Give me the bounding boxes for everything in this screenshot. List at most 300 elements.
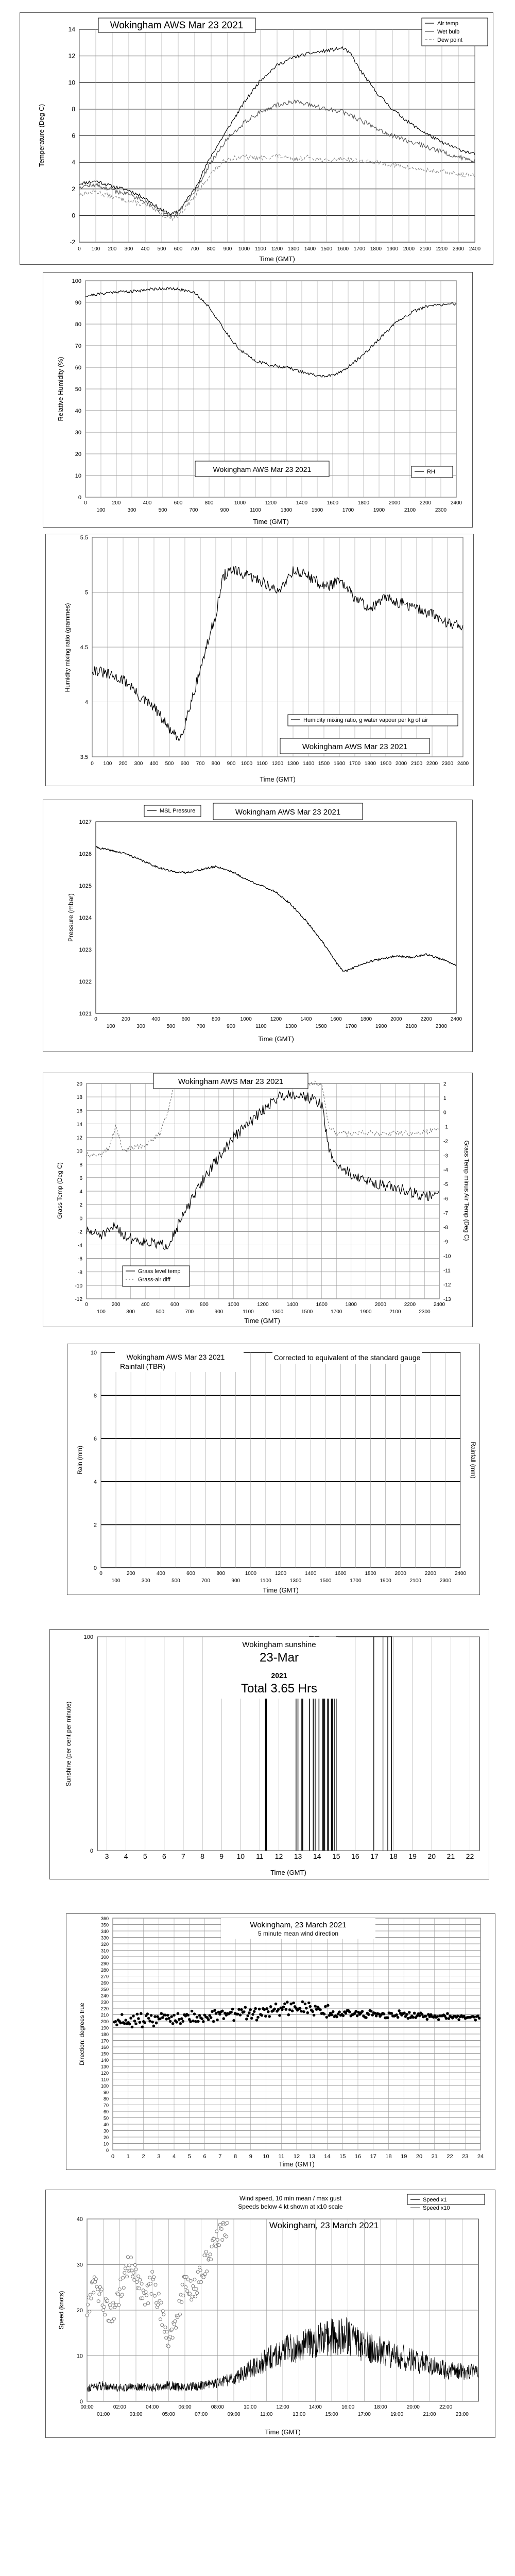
wind-direction-point: [283, 2003, 286, 2006]
x-tick-label: 200: [126, 1571, 135, 1577]
x-tick-label: 15:00: [325, 2412, 338, 2417]
y-tick-label: 260: [100, 1980, 109, 1986]
y-tick-labels: [79, 819, 92, 1017]
x-tick-label: 900: [231, 1578, 241, 1584]
wind-speed-x10-point: [102, 2306, 106, 2309]
x-tick-label: 1500: [301, 1309, 313, 1315]
x-tick-label: 1600: [327, 500, 339, 506]
x-tick-label: 07:00: [195, 2412, 208, 2417]
x-axis-label: Time (GMT): [244, 1317, 280, 1325]
wind-direction-point: [114, 2020, 117, 2023]
x-tick-label: 600: [174, 500, 183, 506]
wind-speed-x10-point: [122, 2286, 125, 2290]
x-tick-label: 08:00: [211, 2404, 224, 2410]
x-tick-label: 6: [162, 1852, 166, 1860]
right-y-axis-label: Grass Temp minus Air Temp (Deg C): [463, 1140, 470, 1241]
x-tick-label: 100: [96, 507, 106, 513]
wind-direction-point: [299, 2007, 302, 2010]
x-tick-label: 10: [263, 2154, 269, 2160]
chart-year: 2021: [271, 1671, 287, 1680]
wind-direction-point: [201, 2018, 204, 2021]
y-tick-label: 150: [100, 2051, 109, 2057]
x-tick-label: 1600: [316, 1302, 328, 1308]
y-axis-label: Grass Temp (Deg C): [56, 1162, 63, 1219]
wind-speed-x10-point: [165, 2330, 168, 2333]
x-tick-label: 500: [157, 246, 166, 252]
chart-subtitle: Wind speed, 10 min mean / max gust: [239, 2195, 342, 2202]
x-tick-label: 1700: [349, 761, 361, 767]
wind-direction-point: [182, 2020, 185, 2023]
wind-direction-point: [332, 2010, 335, 2013]
x-tick-label: 21: [447, 1852, 455, 1860]
x-tick-label: 200: [118, 761, 128, 767]
wind-direction-point: [325, 2016, 329, 2019]
wind-direction-point: [137, 2017, 140, 2020]
wind-direction-point: [240, 2008, 243, 2011]
wind-speed-x10-point: [204, 2250, 208, 2253]
x-axis-label: Time (GMT): [253, 518, 289, 526]
x-tick-label: 700: [190, 246, 199, 252]
y-tick-label: 30: [103, 2128, 109, 2134]
x-tick-label: 5: [143, 1852, 147, 1860]
wind-speed-chart: [46, 2190, 495, 2437]
x-tick-label: 1300: [287, 246, 300, 252]
wind-direction-point: [314, 2005, 317, 2008]
wind-direction-point: [155, 2022, 158, 2025]
wind-direction-point: [478, 2017, 481, 2020]
wind-speed-x10-point: [215, 2230, 218, 2233]
x-tick-label: 400: [149, 761, 159, 767]
wind-direction-point: [141, 2026, 144, 2029]
x-tick-label: 2300: [441, 761, 454, 767]
wind-speed-x10-point: [213, 2238, 216, 2241]
wind-direction-point: [148, 2020, 151, 2023]
x-tick-label: 2300: [435, 507, 447, 513]
x-tick-label: 0: [99, 1571, 102, 1577]
x-tick-label: 09:00: [227, 2412, 241, 2417]
x-tick-label: 11:00: [260, 2412, 273, 2417]
y-tick-label: 110: [101, 2077, 109, 2082]
x-tick-label: 400: [151, 1016, 161, 1022]
x-tick-label: 2400: [454, 1571, 467, 1577]
grass-temp-chart-panel: [43, 1073, 473, 1327]
chart-legend: [407, 2194, 485, 2211]
x-tick-label: 2200: [420, 1016, 432, 1022]
right-y-tick-label: 0: [443, 1110, 447, 1116]
y-axis-label: Relative Humidity (%): [57, 357, 64, 421]
right-y-tick-label: -12: [443, 1282, 451, 1289]
y-tick-label: 70: [103, 2103, 109, 2108]
x-axis-label: Time (GMT): [279, 2160, 315, 2168]
x-tick-label: 1500: [320, 246, 333, 252]
wind-direction-point: [169, 2020, 172, 2023]
wind-speed-x10-point: [195, 2287, 198, 2291]
right-y-tick-label: 1: [443, 1095, 447, 1101]
wind-direction-point: [274, 2003, 278, 2006]
y-tick-label: -10: [75, 1283, 82, 1289]
wind-speed-x10-point: [87, 2303, 90, 2306]
y-tick-label: 1025: [79, 883, 92, 889]
wind-speed-x10-point: [147, 2302, 150, 2305]
wind-speed-x10-point: [192, 2284, 195, 2287]
x-tick-label: 600: [180, 761, 190, 767]
wind-speed-x10-point: [102, 2309, 105, 2312]
x-tick-label: 6: [203, 2154, 207, 2160]
wind-direction-point: [170, 2015, 173, 2019]
x-tick-label: 1200: [265, 500, 277, 506]
right-y-tick-label: -3: [443, 1153, 448, 1159]
wind-speed-x10-point: [134, 2268, 138, 2271]
wind-direction-point: [189, 2020, 192, 2023]
x-tick-label: 14:00: [308, 2404, 322, 2410]
wind-direction-point: [186, 2014, 190, 2017]
wind-direction-point: [356, 2014, 359, 2018]
wind-direction-point: [277, 2008, 280, 2011]
y-tick-label: 2: [93, 1522, 97, 1529]
wind-speed-x10-point: [92, 2291, 95, 2294]
x-tick-label: 12: [274, 1852, 283, 1860]
chart-title: Wokingham, 23 March 2021: [269, 2221, 379, 2230]
y-tick-label: 20: [75, 451, 81, 457]
wind-direction-point: [418, 2014, 421, 2018]
wind-speed-x10-point: [124, 2267, 127, 2270]
wind-speed-x10-point: [182, 2294, 185, 2297]
wind-speed-x10-point: [205, 2270, 209, 2273]
wind-direction-point: [282, 2006, 285, 2009]
y-tick-label: 0: [79, 1216, 82, 1222]
x-tick-label: 17:00: [357, 2412, 371, 2417]
wind-direction-point: [313, 2014, 316, 2017]
y-tick-label: 60: [103, 2109, 109, 2114]
wind-direction-point: [457, 2018, 460, 2021]
wind-direction-point: [136, 2013, 139, 2016]
x-tick-labels: [94, 1016, 462, 1029]
y-tick-label: 290: [100, 1961, 109, 1967]
grass-temp-chart: [43, 1073, 472, 1327]
temperature-chart-panel: [20, 12, 493, 265]
x-tick-label: 06:00: [178, 2404, 192, 2410]
wind-direction-point: [456, 2014, 459, 2018]
x-tick-label: 500: [165, 761, 174, 767]
x-tick-label: 900: [214, 1309, 224, 1315]
y-tick-label: 200: [100, 2019, 109, 2024]
wind-direction-point: [196, 2016, 199, 2019]
y-axis-label: Direction: degrees true: [78, 2003, 85, 2065]
y-tick-label: 1022: [79, 979, 92, 985]
x-tick-label: 15: [332, 1852, 340, 1860]
sunshine-chart: [50, 1630, 489, 1879]
y-tick-label: 8: [93, 1393, 97, 1399]
wind-speed-x10-point: [193, 2278, 196, 2281]
x-tick-label: 23:00: [455, 2412, 469, 2417]
x-tick-label: 17: [370, 2154, 376, 2160]
wind-direction-point: [177, 2012, 180, 2015]
x-tick-label: 2000: [374, 1302, 386, 1308]
y-tick-labels: [72, 278, 81, 501]
wind-speed-x10-point: [202, 2276, 205, 2279]
x-tick-label: 1200: [271, 246, 283, 252]
x-tick-label: 9: [219, 1852, 224, 1860]
wind-speed-x10-point: [94, 2278, 97, 2281]
wind-direction-point: [211, 2010, 214, 2013]
x-tick-label: 18: [389, 1852, 398, 1860]
legend-label: MSL Pressure: [160, 808, 196, 814]
x-tick-label: 2100: [410, 761, 423, 767]
y-tick-label: 360: [100, 1916, 109, 1921]
x-tick-label: 700: [185, 1309, 194, 1315]
x-tick-label: 2200: [419, 500, 432, 506]
x-axis-label: Time (GMT): [270, 1869, 306, 1876]
y-tick-labels: [84, 1634, 93, 1854]
rainfall-chart-panel: [67, 1344, 480, 1595]
x-tick-label: 0: [84, 500, 87, 506]
y-tick-label: 5.5: [80, 535, 88, 541]
wind-speed-x10-point: [184, 2285, 187, 2289]
x-tick-label: 1700: [350, 1578, 362, 1584]
wind-direction-point: [397, 2016, 400, 2019]
x-tick-label: 2100: [405, 1024, 417, 1029]
y-tick-label: 4: [84, 699, 88, 706]
y-tick-label: 6: [93, 1436, 97, 1443]
x-tick-label: 300: [127, 507, 136, 513]
x-tick-label: 1100: [255, 1024, 267, 1029]
x-tick-label: 1200: [270, 1016, 282, 1022]
x-tick-label: 18:00: [374, 2404, 387, 2410]
wind-direction-point: [236, 2013, 239, 2016]
wind-speed-x10-point: [121, 2293, 124, 2296]
wind-direction-point: [202, 2020, 205, 2023]
wind-direction-point: [212, 2020, 215, 2023]
wind-direction-point: [289, 2003, 293, 2006]
legend-label: Air temp: [437, 21, 458, 27]
x-tick-label: 19:00: [390, 2412, 404, 2417]
y-tick-label: 10: [90, 1350, 97, 1356]
wind-direction-point: [250, 2017, 253, 2020]
wind-direction-point: [256, 2016, 260, 2019]
x-tick-label: 12:00: [276, 2404, 289, 2410]
y-tick-label: 0: [78, 495, 81, 501]
y-tick-label: 130: [100, 2064, 109, 2070]
wind-direction-point: [246, 2014, 249, 2018]
wind-direction-point: [473, 2015, 476, 2019]
legend-label: Speed x10: [423, 2205, 450, 2211]
y-tick-label: 340: [100, 1929, 109, 1934]
wind-speed-x10-point: [154, 2283, 157, 2286]
y-tick-label: 12: [76, 1135, 82, 1141]
y-tick-label: 0: [106, 2148, 109, 2153]
x-tick-label: 400: [141, 1302, 150, 1308]
humidity-chart-panel: [43, 272, 473, 528]
x-tick-label: 11: [278, 2154, 284, 2160]
wind-direction-point: [311, 2010, 314, 2013]
humidity-chart: [43, 273, 472, 527]
x-tick-label: 17: [370, 1852, 379, 1860]
wind-speed-x10-point: [209, 2253, 212, 2256]
x-tick-label: 1100: [250, 507, 261, 513]
y-tick-labels: [77, 2216, 83, 2405]
x-tick-label: 1000: [238, 246, 250, 252]
x-tick-labels: [91, 761, 469, 767]
wind-direction-point: [292, 2002, 295, 2005]
x-tick-label: 500: [166, 1024, 176, 1029]
x-tick-label: 800: [207, 246, 216, 252]
chart-title: Wokingham AWS Mar 23 2021: [110, 20, 244, 31]
wind-speed-x10-point: [143, 2303, 146, 2306]
wind-direction-point: [264, 2015, 267, 2018]
x-tick-label: 2200: [436, 246, 448, 252]
wind-direction-point: [304, 2003, 307, 2006]
wind-direction-point: [129, 2016, 132, 2020]
right-y-tick-label: -5: [443, 1182, 448, 1188]
wind-direction-point: [474, 2019, 477, 2022]
wind-direction-point: [134, 2022, 138, 2025]
x-tick-label: 11: [256, 1852, 264, 1860]
x-tick-label: 1800: [360, 1016, 372, 1022]
y-axis-label: Humidity mixing ratio (grammes): [64, 603, 71, 692]
wind-direction-point: [143, 2021, 146, 2024]
right-y-axis-label: Rainfall (mm): [470, 1442, 477, 1479]
x-tick-label: 2400: [433, 1302, 445, 1308]
wind-speed-x10-point: [118, 2288, 121, 2291]
x-tick-label: 21:00: [423, 2412, 436, 2417]
x-tick-label: 800: [199, 1302, 209, 1308]
x-tick-label: 4: [172, 2154, 176, 2160]
y-tick-label: 1026: [79, 851, 92, 857]
wind-direction-point: [175, 2021, 178, 2024]
x-tick-label: 1000: [241, 761, 253, 767]
y-tick-label: 60: [75, 365, 81, 371]
wind-direction-point: [446, 2012, 449, 2015]
x-tick-label: 100: [91, 246, 100, 252]
wind-direction-point: [192, 2020, 195, 2023]
wind-direction-point: [348, 2010, 351, 2013]
wind-speed-x10-point: [98, 2293, 101, 2296]
x-tick-label: 1900: [375, 1024, 387, 1029]
mixing-ratio-chart: [46, 534, 473, 786]
x-tick-label: 19: [401, 2154, 407, 2160]
wind-speed-x10-point: [194, 2295, 197, 2298]
y-tick-label: 4: [79, 1189, 82, 1195]
x-tick-label: 200: [112, 500, 121, 506]
wind-direction-point: [324, 2005, 327, 2008]
y-tick-label: -2: [70, 239, 75, 246]
wind-speed-x10-point: [164, 2326, 167, 2329]
x-tick-label: 1700: [345, 1024, 357, 1029]
y-tick-label: 230: [100, 1999, 109, 2005]
wind-speed-x10-point: [173, 2323, 176, 2326]
wind-direction-point: [153, 2015, 157, 2018]
wind-direction-point: [305, 2007, 308, 2010]
wind-direction-point: [307, 2002, 311, 2005]
chart-legend: [288, 715, 458, 726]
wind-direction-point: [407, 2017, 410, 2020]
right-y-tick-label: -4: [443, 1167, 448, 1174]
y-tick-label: -2: [78, 1229, 82, 1235]
x-tick-label: 1000: [245, 1571, 256, 1577]
wind-direction-point: [258, 2008, 261, 2011]
x-tick-label: 1300: [271, 1309, 284, 1315]
x-tick-label: 24: [477, 2154, 484, 2160]
y-axis-label: Pressure (mbar): [67, 893, 75, 942]
y-tick-label: 10: [75, 473, 81, 479]
wind-speed-x10-point: [132, 2272, 135, 2275]
wind-direction-point: [395, 2013, 398, 2016]
x-tick-label: 1800: [365, 1571, 376, 1577]
wind-speed-x10-point: [97, 2300, 100, 2303]
y-tick-label: 300: [100, 1955, 109, 1960]
wind-speed-x10-point: [141, 2297, 144, 2300]
x-tick-label: 5: [187, 2154, 191, 2160]
wind-direction-point: [254, 2007, 257, 2010]
x-tick-label: 200: [121, 1016, 130, 1022]
wind-direction-point: [128, 2023, 131, 2026]
y-tick-label: 80: [75, 321, 81, 328]
y-tick-label: 20: [103, 2135, 109, 2140]
right-y-tick-label: -10: [443, 1253, 451, 1260]
right-y-tick-label: -9: [443, 1239, 448, 1245]
x-tick-label: 0: [111, 2154, 115, 2160]
x-tick-label: 1: [126, 2154, 130, 2160]
x-tick-label: 800: [204, 500, 214, 506]
right-y-tick-label: -8: [443, 1225, 448, 1231]
y-tick-label: 16: [76, 1108, 82, 1114]
x-tick-label: 20: [416, 2154, 423, 2160]
wind-speed-x10-point: [133, 2263, 136, 2266]
wind-speed-x10-point: [109, 2306, 112, 2309]
wind-direction-point: [191, 2010, 194, 2013]
wind-speed-x10-point: [90, 2297, 93, 2300]
x-tick-label: 1200: [274, 1571, 287, 1577]
wind-speed-x10-point: [130, 2256, 133, 2259]
x-tick-labels: [99, 1571, 466, 1584]
wind-direction-point: [179, 2022, 182, 2025]
x-tick-label: 8: [233, 2154, 237, 2160]
wind-direction-point: [119, 2022, 123, 2025]
x-tick-label: 16: [351, 1852, 359, 1860]
wind-direction-point: [121, 2013, 124, 2016]
x-tick-label: 1400: [304, 246, 316, 252]
y-tick-label: 2: [72, 185, 75, 193]
x-tick-label: 700: [201, 1578, 210, 1584]
wind-speed-x10-point: [138, 2287, 141, 2290]
y-tick-label: 140: [100, 2058, 109, 2063]
wind-speed-x10-point: [157, 2292, 160, 2295]
x-tick-label: 2200: [404, 1302, 416, 1308]
wind-direction-point: [231, 2008, 234, 2011]
wind-direction-point: [367, 2013, 370, 2016]
wind-speed-x10-point: [117, 2303, 121, 2307]
x-tick-label: 700: [196, 761, 205, 767]
wind-speed-x10-point: [131, 2275, 134, 2278]
x-tick-label: 7: [181, 1852, 185, 1860]
y-tick-label: 1027: [79, 819, 92, 825]
y-tick-label: 10: [76, 1148, 82, 1155]
x-tick-label: 18: [385, 2154, 392, 2160]
x-tick-label: 8: [200, 1852, 204, 1860]
wind-direction-point: [115, 2024, 118, 2027]
x-tick-label: 800: [216, 1571, 226, 1577]
mixing-ratio-chart-panel: [45, 534, 474, 786]
wind-speed-x10-point: [137, 2275, 140, 2278]
wind-direction-point: [251, 2013, 254, 2016]
wind-direction-point: [390, 2012, 393, 2015]
wind-direction-point: [161, 2016, 164, 2019]
x-tick-label: 1500: [318, 761, 330, 767]
wind-direction-point: [273, 2008, 276, 2011]
y-tick-label: 100: [83, 1634, 93, 1640]
wind-speed-x10-point: [125, 2264, 128, 2267]
wind-direction-point: [338, 2010, 341, 2013]
